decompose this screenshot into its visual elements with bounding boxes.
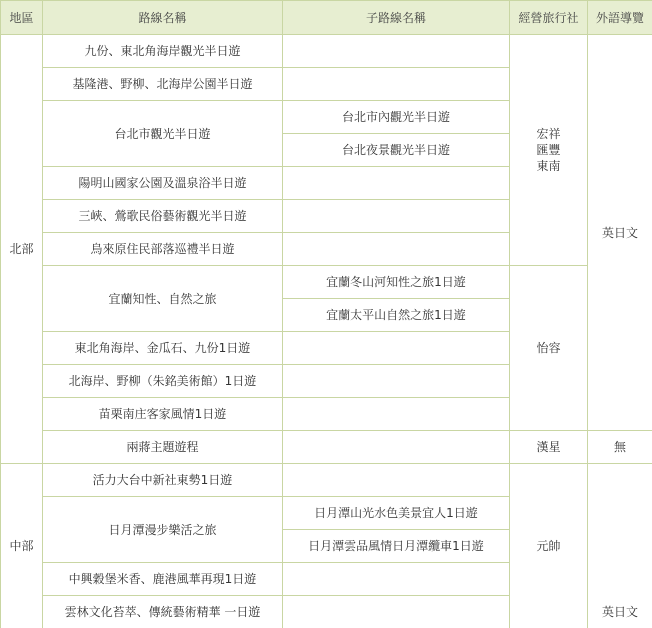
header-route-name: 路線名稱 xyxy=(43,1,283,35)
route-cell: 日月潭漫步樂活之旅 xyxy=(43,497,283,563)
route-cell: 基隆港、野柳、北海岸公園半日遊 xyxy=(43,68,283,101)
table-row xyxy=(1,464,652,497)
header-row xyxy=(1,1,652,35)
route-cell: 苗栗南庄客家風情1日遊 xyxy=(43,398,283,431)
subroute-cell: 日月潭雲品風情日月潭纜車1日遊 xyxy=(283,530,510,563)
language-cell: 英日文 xyxy=(588,35,652,431)
subroute-cell-empty xyxy=(283,35,510,68)
route-cell: 陽明山國家公園及溫泉浴半日遊 xyxy=(43,167,283,200)
route-cell: 烏來原住民部落巡禮半日遊 xyxy=(43,233,283,266)
subroute-cell-empty xyxy=(283,233,510,266)
subroute-cell-empty xyxy=(283,563,510,596)
subroute-cell-empty xyxy=(283,464,510,497)
subroute-cell: 宜蘭冬山河知性之旅1日遊 xyxy=(283,266,510,299)
subroute-cell: 台北市內觀光半日遊 xyxy=(283,101,510,134)
route-cell: 宜蘭知性、自然之旅 xyxy=(43,266,283,332)
language-cell: 英日文 xyxy=(588,464,652,628)
table-row xyxy=(1,35,652,68)
route-cell: 東北角海岸、金瓜石、九份1日遊 xyxy=(43,332,283,365)
region-cell-north: 北部 xyxy=(1,35,43,464)
route-cell: 雲林文化苔萃、傳統藝術精華 一日遊 xyxy=(43,596,283,628)
agency-cell: 漢星 xyxy=(510,431,588,464)
subroute-cell-empty xyxy=(283,167,510,200)
agency-name: 匯豐 xyxy=(536,143,561,157)
header-subroute-name: 子路線名稱 xyxy=(283,1,510,35)
subroute-cell-empty xyxy=(283,398,510,431)
subroute-cell-empty xyxy=(283,332,510,365)
agency-cell: 元帥 xyxy=(510,464,588,628)
header-language-guide: 外語導覽 xyxy=(588,1,652,35)
subroute-cell: 宜蘭太平山自然之旅1日遊 xyxy=(283,299,510,332)
header-agency: 經營旅行社 xyxy=(510,1,588,35)
subroute-cell-empty xyxy=(283,68,510,101)
route-cell: 活力大台中新社東勢1日遊 xyxy=(43,464,283,497)
agency-cell: 怡容 xyxy=(510,266,588,431)
subroute-cell: 日月潭山光水色美景宜人1日遊 xyxy=(283,497,510,530)
route-cell: 台北市觀光半日遊 xyxy=(43,101,283,167)
route-cell: 三峽、鶯歌民俗藝術觀光半日遊 xyxy=(43,200,283,233)
route-cell: 北海岸、野柳（朱銘美術館）1日遊 xyxy=(43,365,283,398)
header-region: 地區 xyxy=(1,1,43,35)
region-cell-central: 中部 xyxy=(1,464,43,628)
table-row xyxy=(1,431,652,464)
subroute-cell-empty xyxy=(283,200,510,233)
agency-cell-group xyxy=(510,35,588,266)
route-cell: 兩蔣主題遊程 xyxy=(43,431,283,464)
table-row xyxy=(1,266,652,299)
agency-name: 宏祥 xyxy=(536,127,561,141)
subroute-cell-empty xyxy=(283,365,510,398)
subroute-cell: 台北夜景觀光半日遊 xyxy=(283,134,510,167)
subroute-cell-empty xyxy=(283,596,510,628)
subroute-cell-empty xyxy=(283,431,510,464)
route-cell: 九份、東北角海岸觀光半日遊 xyxy=(43,35,283,68)
agency-name: 東南 xyxy=(536,159,561,173)
language-cell: 無 xyxy=(588,431,652,464)
route-cell: 中興穀堡米香、鹿港風華再現1日遊 xyxy=(43,563,283,596)
